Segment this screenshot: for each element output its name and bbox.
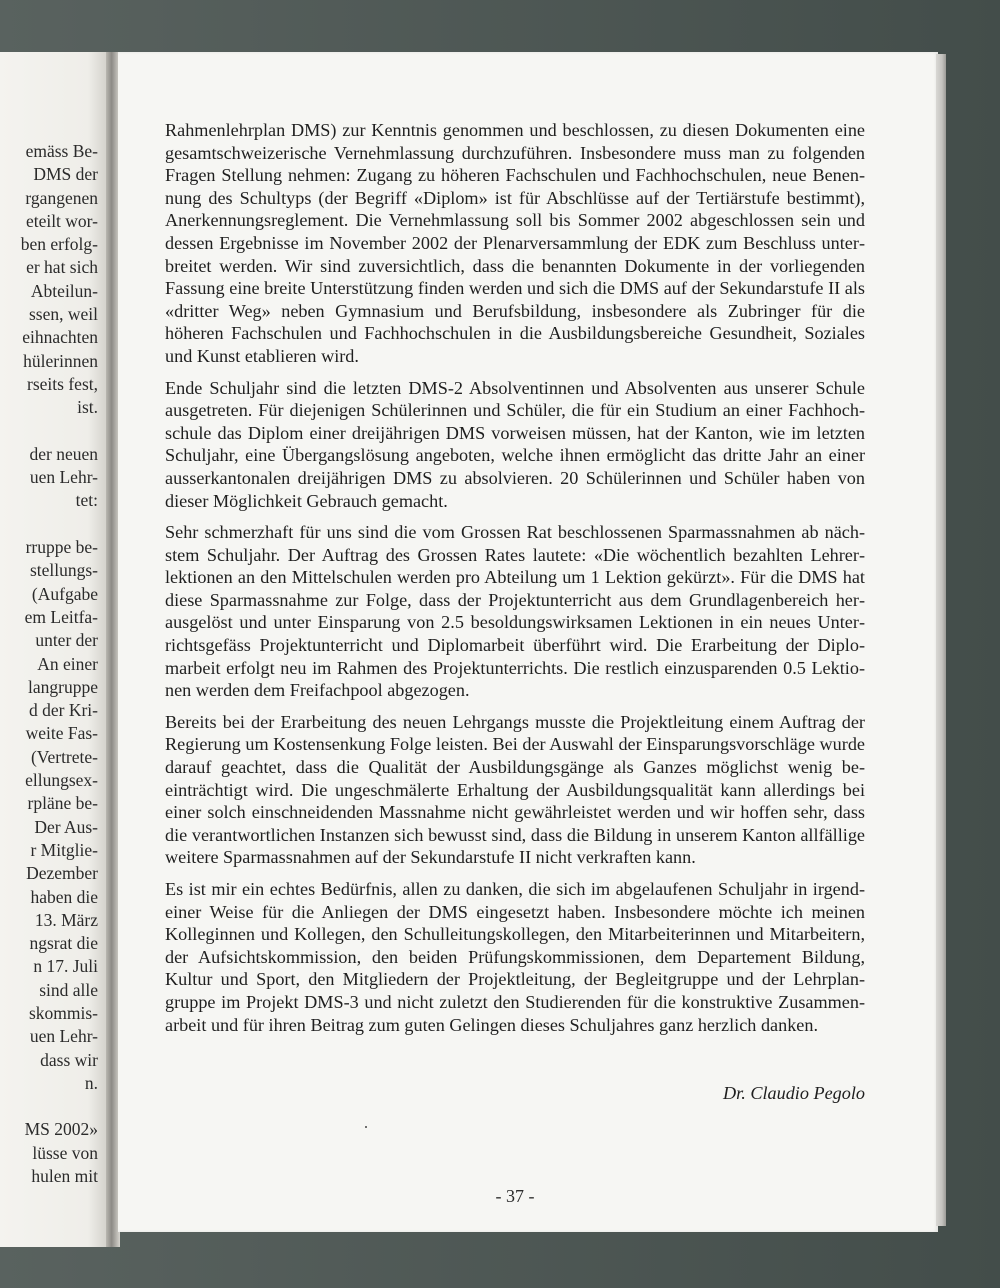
- paragraph-1: Rahmenlehrplan DMS) zur Kenntnis genommen und beschlossen, zu diesen Dokumenten eine gesamtschweizerische Vernehmlassung durchzuführen. Insbesondere muss man zu folgenden Fragen Stellung nehmen: Zugang zu höheren Fachschulen und Fachhochschulen, neue Benennung des Schultyps (der Begriff «Diplom» ist für Abschlüsse auf der Tertiärstufe bestimmt), Anerkennungsreglement. Die Vernehmlassung soll bis Sommer 2002 abgeschlossen sein und dessen Ergebnisse im November 2002 der Plenarversammlung der EDK zum Beschluss unterbreitet werden. Wir sind zuversichtlich, dass die benannten Dokumente in der vorliegenden Fassung eine breite Unterstützung finden werden und sich die DMS auf der Sekundarstufe II als «dritter Weg» neben Gymnasium und Berufsbildung, insbesondere als Zubringer für die höheren Fachschulen und Fachhochschulen in die Ausbildungsbereiche Gesundheit, Soziales und Kunst etablieren wird.: [165, 120, 865, 366]
- facing-page-line: uen Lehr-: [29, 467, 98, 488]
- facing-page-line: MS 2002»: [24, 1119, 98, 1140]
- facing-page-line: der neuen: [29, 443, 98, 464]
- facing-page-line: rpläne be-: [27, 793, 98, 814]
- facing-page-line: unter der: [35, 630, 98, 651]
- paragraph-5: Es ist mir ein echtes Bedürfnis, allen zu danken, die sich im abgelaufenen Schuljahr in irgendeiner Weise für die Anliegen der DMS eingesetzt haben. Insbesondere möchte ich meinen Kolleginnen und Kollegen, den Schulleitungskollegen, den Mitarbeiterinnen und Mitarbeitern, der Aufsichtskommission, den beiden Prüfungskommissionen, dem Departement Bildung, Kultur und Sport, den Mitgliedern der Projektleitung, der Begleitgruppe und der Lehrplangruppe im Projekt DMS-3 und nicht zuletzt den Studierenden für die konstruktive Zusammenarbeit und für ihren Beitrag zum guten Gelingen dieses Schuljahres ganz herzlich danken.: [165, 879, 865, 1035]
- facing-page-line: ist.: [77, 397, 98, 418]
- facing-page-line: hulen mit: [31, 1166, 98, 1187]
- facing-page-line: rseits fest,: [27, 373, 98, 394]
- facing-page-line: langruppe: [28, 676, 98, 697]
- page-number: [0, 1186, 1000, 1207]
- facing-page-text: [0, 140, 98, 1188]
- paragraph-2: Ende Schuljahr sind die letzten DMS-2 Absolventinnen und Absolventen aus unserer Schule ausgetreten. Für diejenigen Schülerinnen und Schüler, die für ein Studium an einer Fachhochschule das Diplom einer dreijährigen DMS vorweisen müssen, hat der Kanton, wie im letzten Schuljahr, eine Übergangslösung angeboten, welche ihnen ermöglicht das dritte Jahr an einer ausserkantonalen dreijährigen DMS zu absolvieren. 20 Schülerinnen und Schüler haben von dieser Möglichkeit Gebrauch gemacht.: [165, 377, 865, 511]
- facing-page-line: haben die: [30, 886, 98, 907]
- facing-page-line: An einer: [37, 653, 98, 674]
- facing-page-line: dass wir: [40, 1049, 98, 1070]
- facing-page-line: [0, 420, 98, 443]
- facing-page-line: lüsse von: [32, 1142, 98, 1163]
- facing-page-line: Der Aus-: [34, 816, 98, 837]
- facing-page-line: n 17. Juli: [33, 956, 98, 977]
- facing-page-line: rruppe be-: [25, 537, 98, 558]
- page-number-label: - 37 -: [495, 1186, 535, 1206]
- facing-page-line: Dezember: [26, 863, 98, 884]
- facing-page-line: uen Lehr-: [29, 1026, 98, 1047]
- facing-page-line: (Vertrete-: [30, 746, 98, 767]
- facing-page-line: em Leitfa-: [24, 606, 98, 627]
- facing-page-line: 13. März: [34, 909, 98, 930]
- body-text: [165, 119, 865, 1045]
- facing-page-line: rgangenen: [25, 187, 98, 208]
- facing-page-line: [0, 1095, 98, 1118]
- facing-page: [0, 52, 110, 1247]
- facing-page-line: Abteilun-: [30, 280, 98, 301]
- facing-page-line: eihnachten: [22, 327, 98, 348]
- facing-page-line: weite Fas-: [25, 723, 98, 744]
- facing-page-line: ben erfolg-: [20, 234, 98, 255]
- facing-page-line: n.: [84, 1072, 98, 1093]
- speck: [365, 1126, 367, 1128]
- facing-page-line: er hat sich: [26, 257, 98, 278]
- facing-page-line: ellungsex-: [25, 770, 98, 791]
- facing-page-line: skommis-: [28, 1002, 98, 1023]
- facing-page-line: stellungs-: [29, 560, 98, 581]
- facing-page-line: [0, 513, 98, 536]
- facing-page-line: (Aufgabe: [31, 583, 98, 604]
- facing-page-line: eteilt wor-: [25, 210, 98, 231]
- facing-page-line: r Mitglie-: [30, 839, 98, 860]
- facing-page-line: tet:: [75, 490, 98, 511]
- facing-page-line: ssen, weil: [28, 304, 98, 325]
- facing-page-line: d der Kri-: [28, 700, 98, 721]
- signature: Dr. Claudio Pegolo: [723, 1083, 865, 1103]
- paragraph-3: Sehr schmerzhaft für uns sind die vom Grossen Rat beschlossenen Sparmassnahmen ab nächstem Schuljahr. Der Auftrag des Grossen Rates lautete: «Die wöchentlich bezahlten Lehrerlektionen an den Mittelschulen werden pro Abteilung um 1 Lektion gekürzt». Für die DMS hat diese Sparmassnahme zur Folge, dass der Projektunterricht aus dem Grundlagenbereich herausgelöst und unter Einsparung von 2.5 besoldungswirksamen Lektionen in ein neues Unterrichtsgefäss Projektunterricht und Diplomarbeit überführt wird. Die Erarbeitung der Diplomarbeit erfolgt neu im Rahmen des Projektunterrichts. Die restlich einzusparenden 0.5 Lektionen werden dem Freifachpool abgezogen.: [165, 522, 865, 701]
- page-edge: [936, 54, 946, 1226]
- facing-page-line: DMS der: [33, 164, 98, 185]
- paragraph-4: Bereits bei der Erarbeitung des neuen Lehrgangs musste die Projektleitung einem Auftrag der Regierung um Kostensenkung Folge leisten. Bei der Auswahl der Einsparungsvorschläge wurde darauf geachtet, dass die Qualität der Ausbildungsgänge als Ganzes möglichst wenig beeinträchtigt wird. Die ungeschmälerte Erhaltung der Ausbildungsqualität kann allerdings bei einer solch einschneidenden Massnahme nicht gewährleistet werden und wir hoffen sehr, dass die verantwortlichen Instanzen sich bewusst sind, dass die Bildung in unserem Kanton allfällige weitere Sparmassnahmen auf der Sekundarstufe II nicht verkraften kann.: [165, 711, 865, 868]
- facing-page-line: sind alle: [39, 979, 98, 1000]
- facing-page-line: ngsrat die: [29, 933, 98, 954]
- facing-page-line: hülerinnen: [23, 350, 98, 371]
- facing-page-line: emäss Be-: [25, 141, 98, 161]
